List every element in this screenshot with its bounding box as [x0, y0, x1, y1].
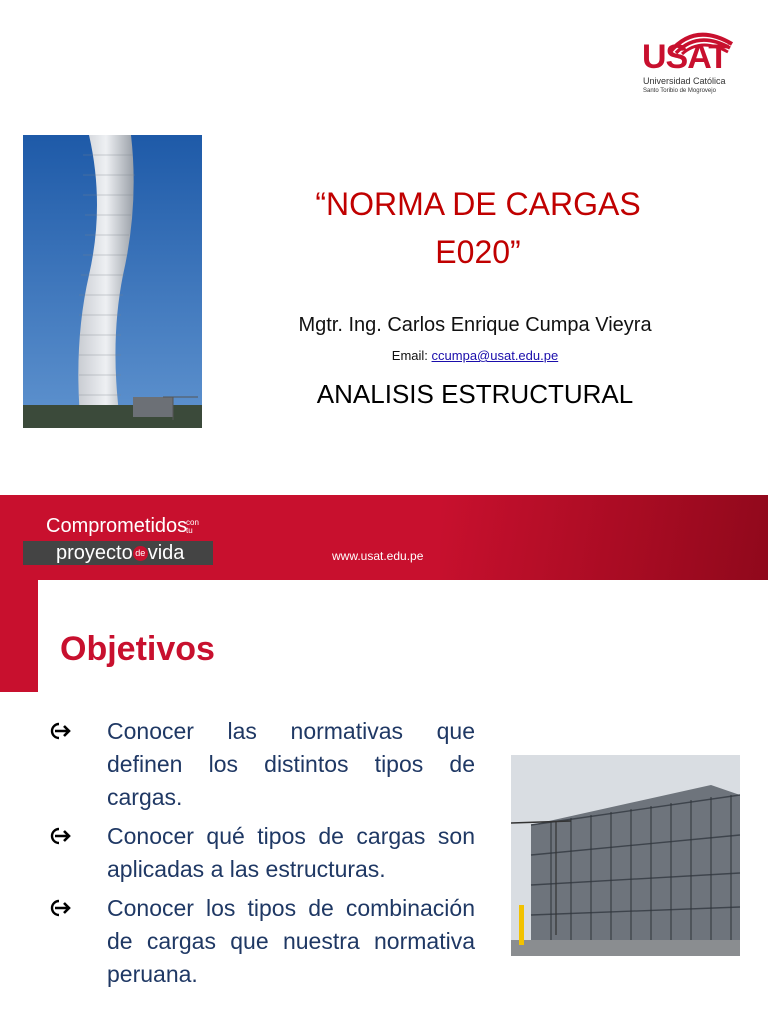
- slogan-de-badge: de: [133, 546, 148, 561]
- author-name: Mgtr. Ing. Carlos Enrique Cumpa Vieyra: [298, 314, 652, 336]
- email-line: [250, 348, 700, 363]
- list-item: [50, 892, 475, 991]
- logo-university-subname: Santo Toribio de Mogrovejo: [643, 88, 716, 94]
- email-link[interactable]: ccumpa@usat.edu.pe: [431, 348, 559, 363]
- red-side-bar: [0, 580, 38, 692]
- slogan-small-text: [186, 519, 199, 535]
- objectives-slide: [0, 580, 768, 1024]
- construction-building-photo: [511, 755, 740, 956]
- website-url: www.usat.edu.pe: [332, 549, 424, 563]
- logo-university-name: Universidad Católica: [643, 76, 726, 86]
- title-line-1: “NORMA DE CARGAS: [315, 186, 641, 222]
- list-item: [50, 715, 475, 814]
- course-name: ANALISIS ESTRUCTURAL: [316, 379, 634, 409]
- slogan-proyecto: proyecto: [56, 542, 133, 564]
- email-label: Email:: [391, 348, 428, 363]
- list-item: [50, 820, 475, 886]
- title-line-2: E020”: [435, 234, 521, 270]
- slogan-line-2: [23, 541, 213, 565]
- bullet-text: Conocer los tipos de combinación de cargas que nuestra normativa peruana.: [107, 895, 475, 987]
- band-shade: [440, 495, 768, 580]
- objectives-heading: Objetivos: [60, 630, 215, 668]
- usat-logo: [640, 22, 735, 97]
- slogan-line-1: Comprometidos: [46, 515, 188, 537]
- slogan-vida: vida: [147, 542, 185, 564]
- bullet-text: Conocer las normativas que definen los distintos tipos de cargas.: [107, 718, 475, 810]
- bullet-text: Conocer qué tipos de cargas son aplicadas a las estructuras.: [107, 823, 475, 882]
- arrow-bullet-icon: [50, 722, 72, 740]
- arrow-bullet-icon: [50, 899, 72, 917]
- slogan-tu: tu: [186, 526, 193, 535]
- arrow-bullet-icon: [50, 827, 72, 845]
- footer-band: [0, 495, 768, 580]
- presentation-title: [248, 180, 708, 276]
- logo-wordmark: USAT: [642, 38, 729, 76]
- twisted-tower-photo: [23, 135, 202, 428]
- objectives-list: [50, 715, 475, 997]
- slogan-con: con: [186, 518, 199, 527]
